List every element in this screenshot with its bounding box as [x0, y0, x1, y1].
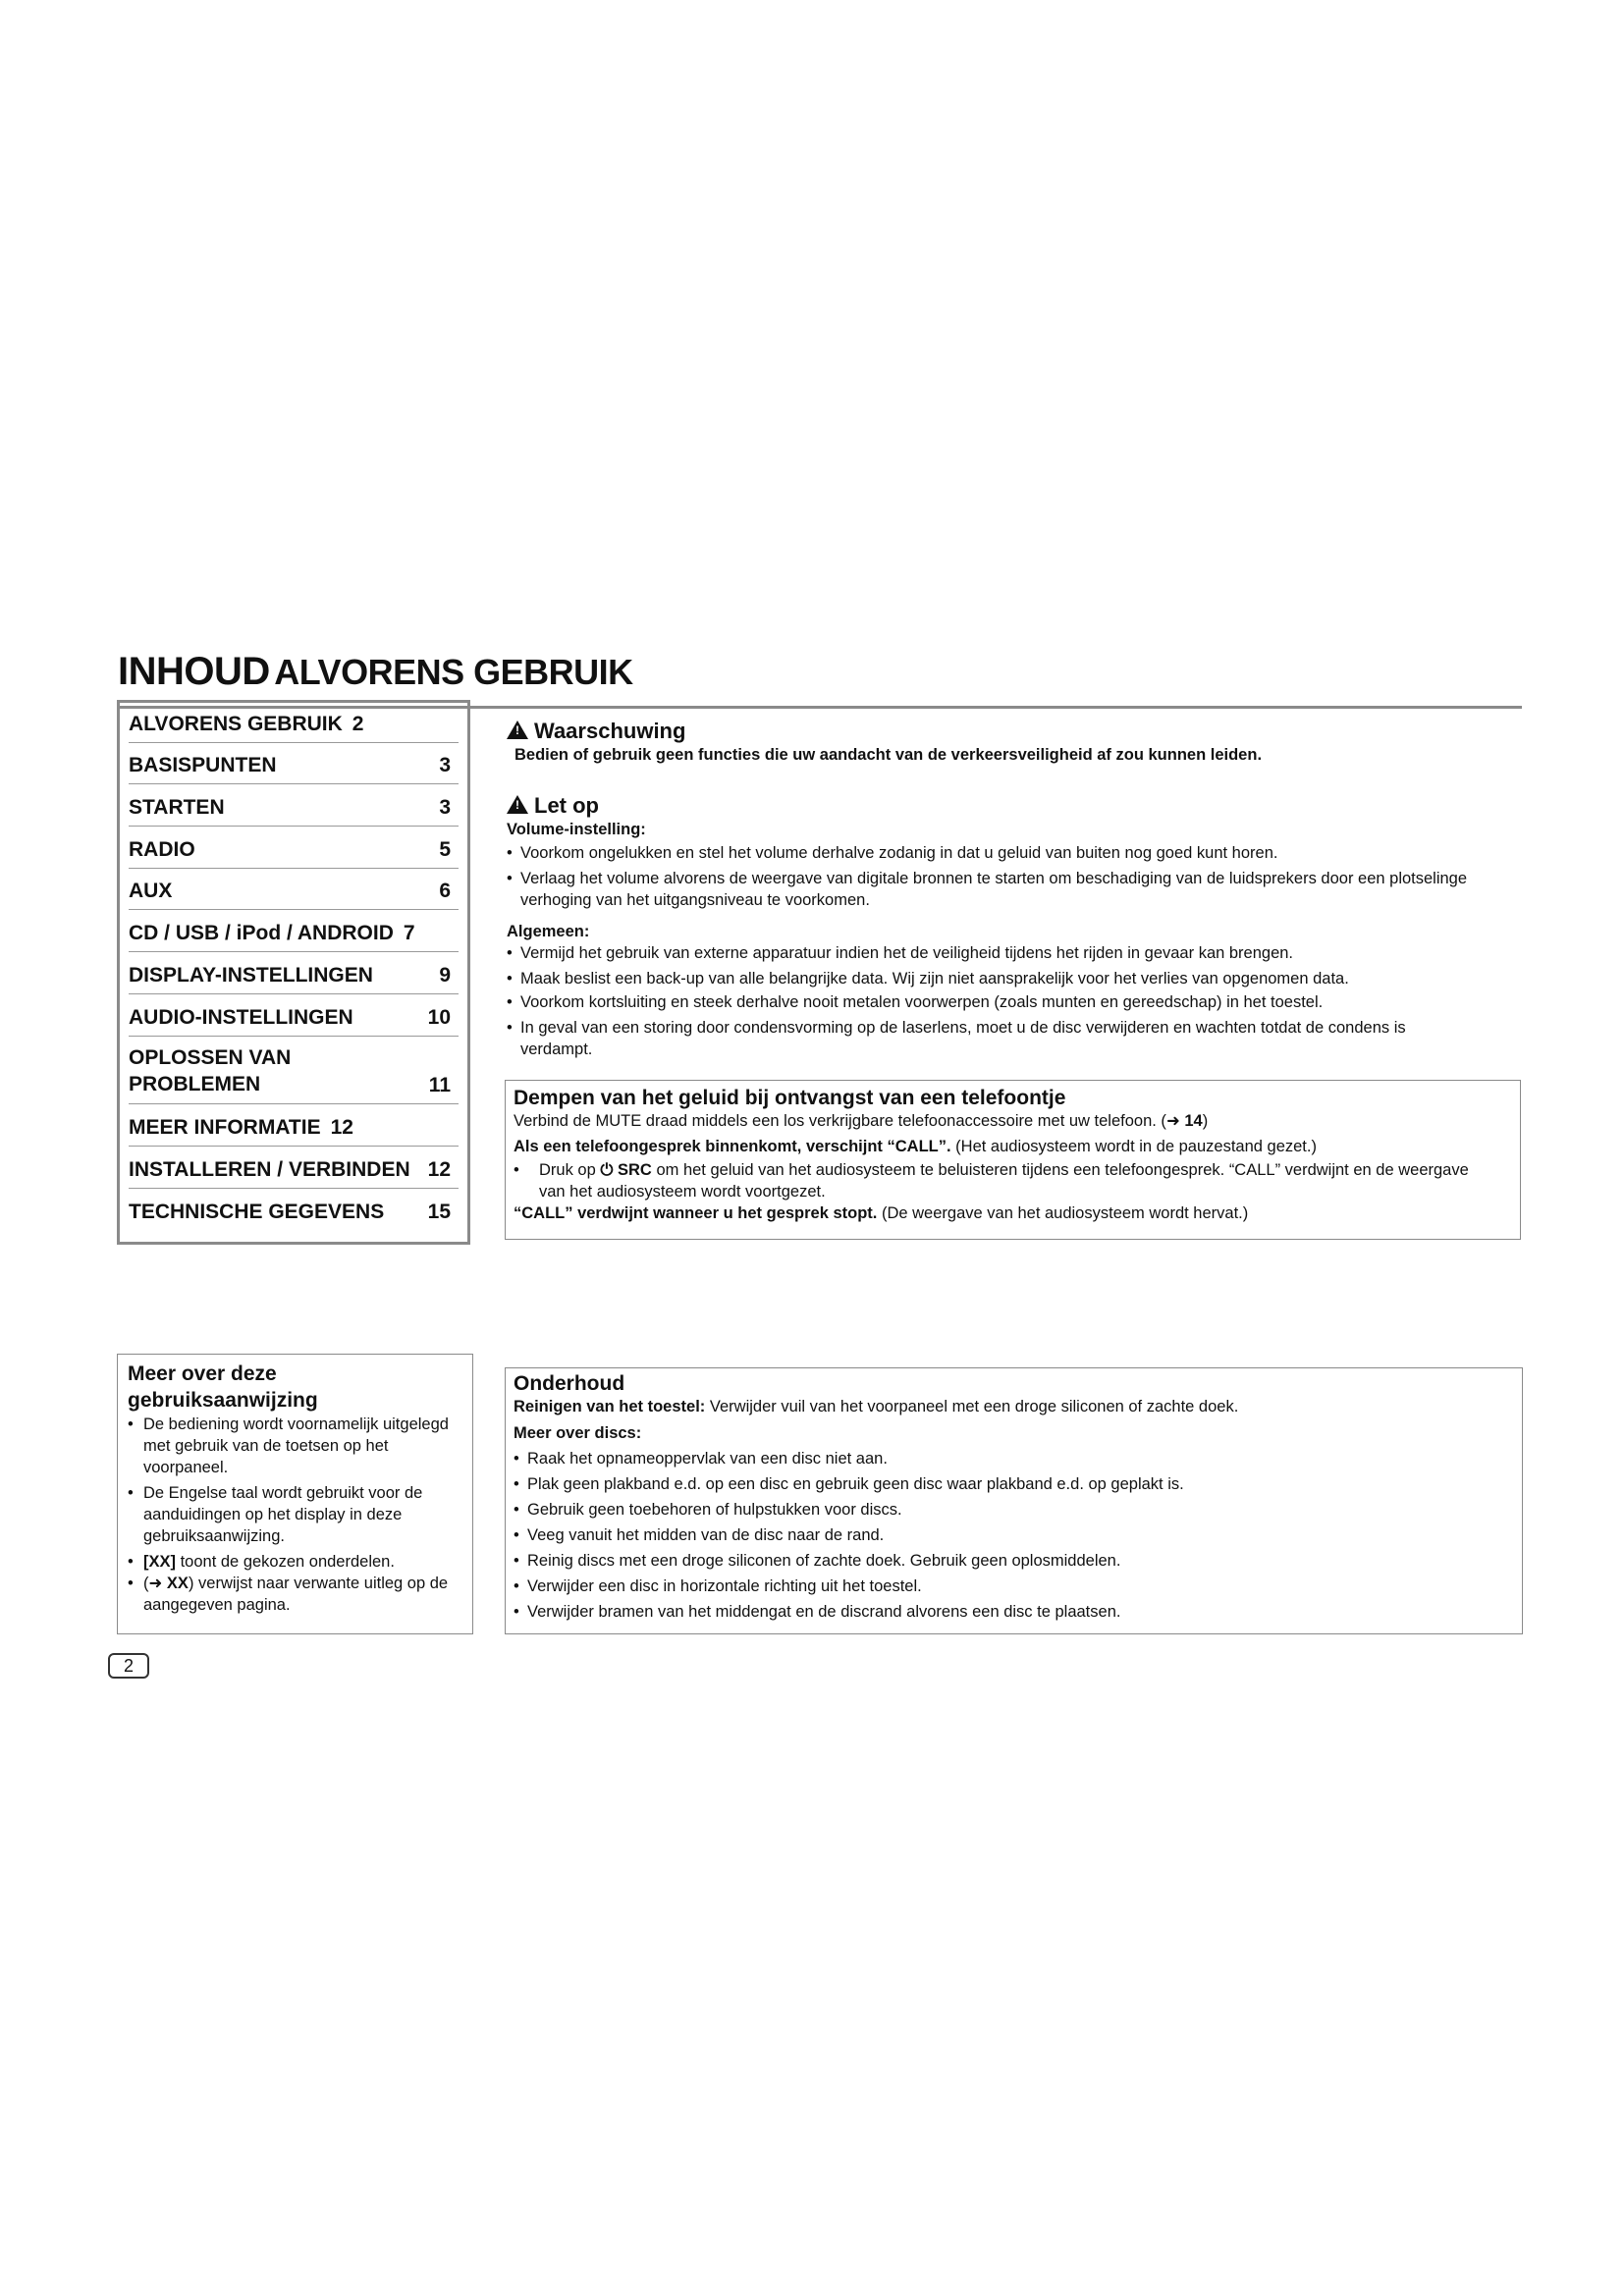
list-item: • Voorkom ongelukken en stel het volume derhalve zodanig in dat u geluid van buiten nog goed kunt horen. [507, 842, 1518, 864]
toc-label: RADIO [129, 838, 195, 861]
power-icon: ⏻ [600, 1161, 614, 1179]
toc-label: AUDIO-INSTELLINGEN [129, 1006, 353, 1029]
mute-line3: “CALL” verdwijnt wanneer u het gesprek stopt. (De weergave van het audiosysteem wordt hervat.) [514, 1204, 1249, 1222]
list-item: • Verwijder bramen van het middengat en de discrand alvorens een disc te plaatsen. [514, 1601, 1514, 1623]
maintenance-box [505, 1367, 1523, 1634]
toc-label: MEER INFORMATIE [129, 1116, 321, 1139]
volume-heading: Volume-instelling: [507, 821, 646, 838]
toc-item[interactable] [129, 1036, 459, 1104]
heading-sub: ALVORENS GEBRUIK [274, 652, 633, 692]
toc-page: 3 [439, 754, 451, 776]
toc-page: 12 [330, 1116, 353, 1139]
caution-section [507, 793, 1518, 1060]
list-item: • Reinig discs met een droge siliconen of zachte doek. Gebruik geen oplosmiddelen. [514, 1550, 1514, 1572]
list-item: • Plak geen plakband e.d. op een disc en gebruik geen disc waar plakband e.d. op geplakt is. [514, 1473, 1514, 1495]
toc-label: PROBLEMEN [129, 1073, 261, 1095]
discs-heading: Meer over discs: [514, 1424, 642, 1442]
toc-page: 15 [427, 1201, 451, 1223]
toc-item[interactable] [129, 703, 459, 743]
warning-text: Bedien of gebruik geen functies die uw aandacht van de verkeersveiligheid af zou kunnen leiden. [514, 746, 1263, 764]
arrow-right-icon: ➜ [1165, 1112, 1180, 1130]
warning-title: !Waarschuwing [507, 719, 1518, 744]
caution-icon [507, 795, 528, 814]
list-item: • Veeg vanuit het midden van de disc naar de rand. [514, 1524, 1514, 1546]
list-item: • De Engelse taal wordt gebruikt voor de aanduidingen op het display in deze gebruiksaanwijzing. [128, 1482, 462, 1547]
toc-page: 2 [352, 713, 364, 735]
toc-page: 10 [427, 1006, 451, 1029]
manual-title: Meer over deze gebruiksaanwijzing [128, 1362, 318, 1412]
list-item: • In geval van een storing door condensvorming op de laserlens, moet u de disc verwijderen en wachten totdat de condens is verdampt. [507, 1017, 1518, 1060]
mute-title: Dempen van het geluid bij ontvangst van een telefoontje [514, 1087, 1066, 1109]
toc-label: AUX [129, 880, 173, 902]
heading-main: INHOUD [118, 650, 270, 693]
toc-label: ALVORENS GEBRUIK [129, 713, 343, 735]
manual-box [117, 1354, 473, 1634]
toc-label: OPLOSSEN VAN [129, 1046, 292, 1069]
toc-page: 7 [403, 922, 415, 944]
list-item: • Druk op ⏻ SRC om het geluid van het audiosysteem te beluisteren tijdens een telefoongesprek. “CALL” verdwijnt en de weergave van het audiosysteem wordt voortgezet. [514, 1159, 1512, 1202]
toc-label: INSTALLEREN / VERBINDEN [129, 1158, 410, 1181]
mute-box [505, 1080, 1521, 1240]
toc-item[interactable] [129, 909, 459, 952]
toc-item[interactable] [129, 826, 459, 869]
list-item: • [XX] toont de gekozen onderdelen. [128, 1551, 462, 1573]
list-item: • Maak beslist een back-up van alle belangrijke data. Wij zijn niet aansprakelijk voor het verlies van opgenomen data. [507, 968, 1518, 989]
page-number: 2 [108, 1653, 149, 1679]
mute-line1: Verbind de MUTE draad middels een los verkrijgbare telefoonaccessoire met uw telefoon. (➜ 14) [514, 1112, 1209, 1130]
toc-page: 12 [427, 1158, 451, 1181]
toc-item[interactable] [129, 868, 459, 910]
page-heading [118, 650, 1522, 703]
general-heading: Algemeen: [507, 923, 590, 940]
toc-page: 11 [428, 1074, 451, 1096]
list-item: • Raak het opnameoppervlak van een disc niet aan. [514, 1448, 1514, 1469]
toc-item[interactable] [129, 783, 459, 827]
warning-icon [507, 721, 528, 739]
toc-item[interactable] [129, 1103, 459, 1147]
toc-label: TECHNISCHE GEGEVENS [129, 1201, 385, 1223]
list-item: • Verlaag het volume alvorens de weergave van digitale bronnen te starten om beschadiging van de luidsprekers door een plotselinge verhoging van het uitgangsniveau te voorkomen. [507, 868, 1518, 911]
list-item: • (➜ XX) verwijst naar verwante uitleg op de aangegeven pagina. [128, 1573, 462, 1616]
toc-page: 6 [439, 880, 451, 902]
toc-item[interactable] [129, 1146, 459, 1189]
toc-label: BASISPUNTEN [129, 754, 277, 776]
toc-page: 5 [439, 838, 451, 861]
list-item: • De bediening wordt voornamelijk uitgelegd met gebruik van de toetsen op het voorpaneel. [128, 1414, 462, 1478]
toc-label: DISPLAY-INSTELLINGEN [129, 964, 373, 987]
maintenance-clean: Reinigen van het toestel: Verwijder vuil van het voorpaneel met een droge siliconen of zachte doek. [514, 1398, 1239, 1415]
caution-title: !Let op [507, 793, 1518, 819]
list-item: • Voorkom kortsluiting en steek derhalve nooit metalen voorwerpen (zoals munten en gereedschap) in het toestel. [507, 991, 1518, 1013]
maintenance-title: Onderhoud [514, 1372, 625, 1395]
table-of-contents [117, 700, 470, 1245]
toc-page: 9 [439, 964, 451, 987]
toc-item[interactable] [129, 993, 459, 1037]
toc-item[interactable] [129, 951, 459, 994]
mute-line2: Als een telefoongesprek binnenkomt, verschijnt “CALL”. (Het audiosysteem wordt in de pauzestand gezet.) [514, 1138, 1317, 1155]
toc-label: STARTEN [129, 796, 225, 819]
toc-page: 3 [439, 796, 451, 819]
list-item: • Verwijder een disc in horizontale richting uit het toestel. [514, 1575, 1514, 1597]
warning-section [507, 719, 1518, 766]
toc-item[interactable] [129, 742, 459, 784]
toc-item[interactable] [129, 1188, 459, 1230]
list-item: • Vermijd het gebruik van externe apparatuur indien het de veiligheid tijdens het rijden in gevaar kan brengen. [507, 942, 1518, 964]
arrow-right-icon: ➜ [148, 1575, 163, 1592]
list-item: • Gebruik geen toebehoren of hulpstukken voor discs. [514, 1499, 1514, 1521]
toc-label: CD / USB / iPod / ANDROID [129, 922, 394, 944]
